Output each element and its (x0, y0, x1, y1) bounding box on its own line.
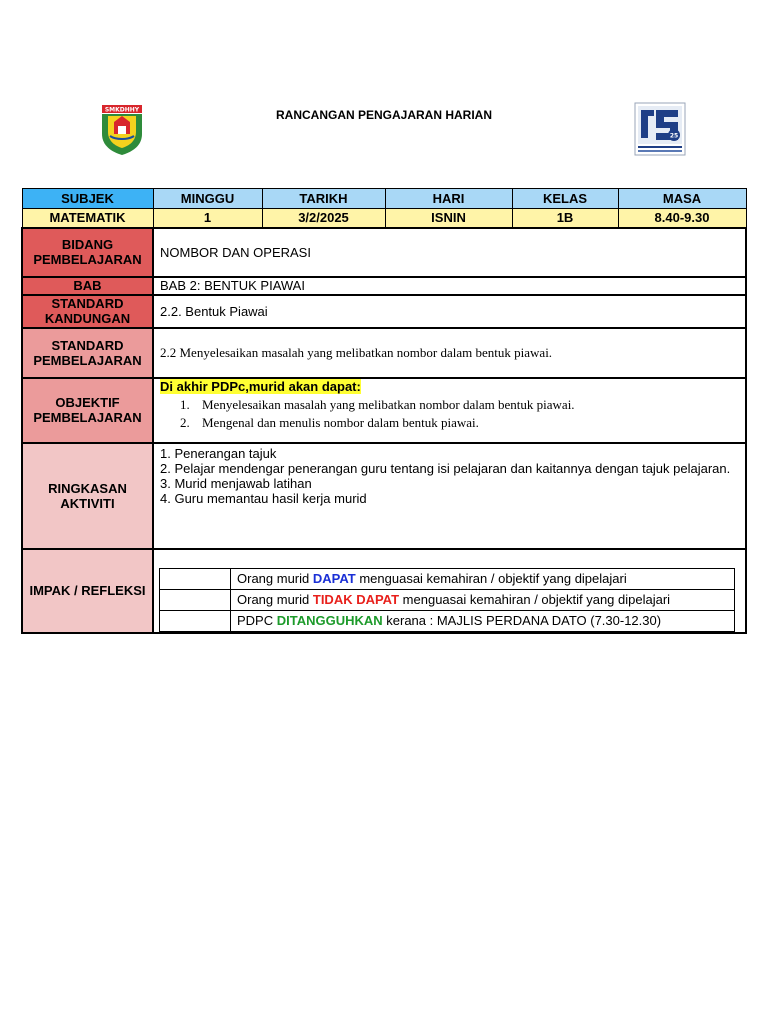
reflection-text: Orang murid (237, 571, 313, 586)
column-header-kelas: KELAS (512, 189, 618, 209)
table-row (160, 610, 735, 631)
content-bidang-pembelajaran: NOMBOR DAN OPERASI (153, 228, 746, 277)
table-row (160, 589, 735, 610)
reflection-text: Orang murid (237, 592, 313, 607)
content-bab: BAB 2: BENTUK PIAWAI (153, 277, 746, 295)
svg-text:SMKDHHY: SMKDHHY (104, 106, 140, 114)
value-kelas: 1B (512, 209, 618, 228)
row-impak (22, 549, 746, 633)
column-header-hari: HARI (385, 189, 512, 209)
lesson-plan-table (21, 188, 747, 634)
reflection-line-ditangguhkan (231, 610, 735, 631)
content-standard-kandungan: 2.2. Bentuk Piawai (153, 295, 746, 328)
row-standard-kandungan (22, 295, 746, 328)
label-bab: BAB (22, 277, 153, 295)
activity-item: 2. Pelajar mendengar penerangan guru tentang isi pelajaran dan kaitannya dengan tajuk pelajaran. (160, 460, 731, 476)
column-header-tarikh: TARIKH (262, 189, 385, 209)
activity-item: 4. Guru memantau hasil kerja murid (160, 490, 367, 506)
reflection-count-cell[interactable] (160, 589, 231, 610)
reflection-text: kerana : MAJLIS PERDANA DATO (7.30-12.30) (382, 613, 662, 628)
program-badge-logo (634, 102, 686, 156)
column-header-subjek: SUBJEK (22, 189, 153, 209)
table-header-row (22, 189, 746, 209)
row-objektif (22, 378, 746, 443)
column-header-minggu: MINGGU (153, 189, 262, 209)
page-title: RANCANGAN PENGAJARAN HARIAN (275, 108, 492, 122)
reflection-line-dapat (231, 568, 735, 589)
reflection-text: PDPC (237, 613, 277, 628)
objective-text: Menyelesaikan masalah yang melibatkan nombor dalam bentuk piawai. (202, 396, 575, 412)
keyword-tidak-dapat: TIDAK DAPAT (312, 592, 400, 607)
objective-heading: Di akhir PDPc,murid akan dapat: (160, 378, 361, 394)
objective-text: Mengenal dan menulis nombor dalam bentuk piawai. (202, 414, 479, 430)
reflection-count-cell[interactable] (160, 568, 231, 589)
reflection-text: menguasai kemahiran / objektif yang dipelajari (399, 592, 671, 607)
svg-text:25: 25 (669, 132, 679, 140)
reflection-line-tidak-dapat (231, 589, 735, 610)
row-standard-pembelajaran (22, 328, 746, 378)
reflection-text: menguasai kemahiran / objektif yang dipelajari (355, 571, 627, 586)
table-row (160, 568, 735, 589)
objective-number: 1. (180, 396, 190, 412)
reflection-count-cell[interactable] (160, 610, 231, 631)
value-subjek: MATEMATIK (22, 209, 153, 228)
label-bidang-pembelajaran: BIDANG PEMBELAJARAN (22, 228, 153, 277)
label-standard-pembelajaran: STANDARD PEMBELAJARAN (22, 328, 153, 378)
objective-list (160, 396, 739, 432)
content-impak (153, 549, 746, 633)
row-aktiviti (22, 443, 746, 549)
label-objektif-pembelajaran: OBJEKTIF PEMBELAJARAN (22, 378, 153, 443)
column-header-masa: MASA (618, 189, 746, 209)
content-objektif (153, 378, 746, 443)
reflection-table (159, 568, 735, 632)
value-hari: ISNIN (385, 209, 512, 228)
label-ringkasan-aktiviti: RINGKASAN AKTIVITI (22, 443, 153, 549)
row-bidang (22, 228, 746, 277)
row-bab (22, 277, 746, 295)
value-tarikh: 3/2/2025 (262, 209, 385, 228)
content-aktiviti (153, 443, 746, 549)
label-standard-kandungan: STANDARD KANDUNGAN (22, 295, 153, 328)
keyword-ditangguhkan: DITANGGUHKAN (276, 613, 383, 628)
activity-item: 3. Murid menjawab latihan (160, 475, 312, 491)
value-masa: 8.40-9.30 (618, 209, 746, 228)
list-item (160, 414, 739, 432)
label-impak-refleksi: IMPAK / REFLEKSI (22, 549, 153, 633)
content-standard-pembelajaran: 2.2 Menyelesaikan masalah yang melibatkan nombor dalam bentuk piawai. (153, 328, 746, 378)
value-minggu: 1 (153, 209, 262, 228)
table-value-row (22, 209, 746, 228)
keyword-dapat: DAPAT (312, 571, 356, 586)
list-item (160, 396, 739, 414)
objective-number: 2. (180, 414, 190, 430)
activity-item: 1. Penerangan tajuk (160, 445, 277, 461)
